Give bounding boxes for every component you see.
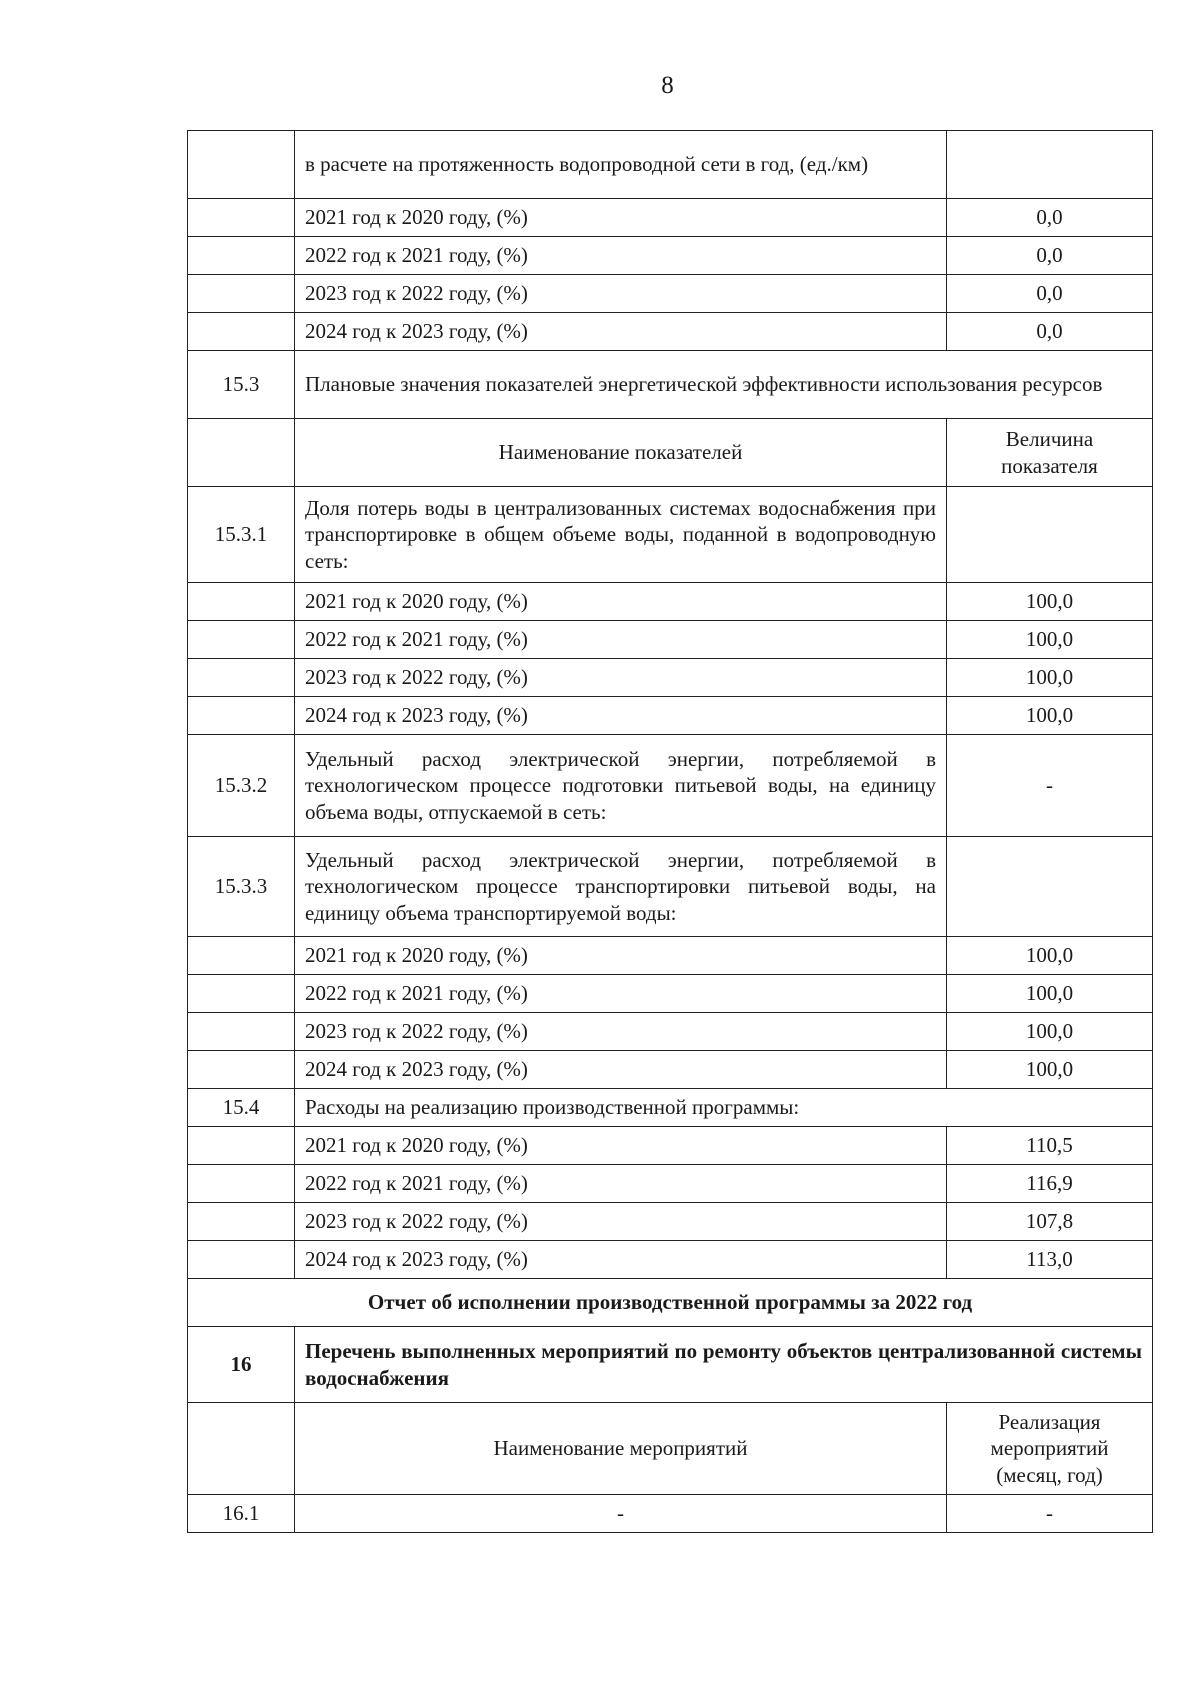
column-header-value: Реализация мероприятий (месяц, год) xyxy=(947,1403,1153,1495)
row-number: 16.1 xyxy=(188,1495,295,1533)
row-value: 116,9 xyxy=(947,1165,1153,1203)
row-label: в расчете на протяженность водопроводной сети в год, (ед./км) xyxy=(295,131,947,199)
row-value: 113,0 xyxy=(947,1241,1153,1279)
table-row xyxy=(188,1327,1153,1403)
table-row xyxy=(188,583,1153,621)
row-value: 100,0 xyxy=(947,1051,1153,1089)
row-label: 2023 год к 2022 году, (%) xyxy=(295,1203,947,1241)
row-label: Удельный расход электрической энергии, потребляемой в технологическом процессе подготовки питьевой воды, на единицу объема воды, отпускаемой в сеть: xyxy=(295,735,947,837)
table-row xyxy=(188,837,1153,937)
table-row xyxy=(188,735,1153,837)
row-value: 0,0 xyxy=(947,199,1153,237)
row-number xyxy=(188,313,295,351)
row-number: 16 xyxy=(188,1327,295,1403)
column-header-name: Наименование мероприятий xyxy=(295,1403,947,1495)
row-value: 110,5 xyxy=(947,1127,1153,1165)
report-section-title: Отчет об исполнении производственной программы за 2022 год xyxy=(188,1279,1153,1327)
row-label: - xyxy=(295,1495,947,1533)
row-value xyxy=(947,487,1153,583)
row-number xyxy=(188,1203,295,1241)
row-number xyxy=(188,419,295,487)
row-number: 15.3 xyxy=(188,351,295,419)
table-row xyxy=(188,131,1153,199)
row-label: 2023 год к 2022 году, (%) xyxy=(295,275,947,313)
row-label: 2021 год к 2020 году, (%) xyxy=(295,199,947,237)
section-heading: Плановые значения показателей энергетической эффективности использования ресурсов xyxy=(295,351,1153,419)
row-label: Доля потерь воды в централизованных системах водоснабжения при транспортировке в общем объеме воды, поданной в водопроводную сеть: xyxy=(295,487,947,583)
row-label: 2024 год к 2023 году, (%) xyxy=(295,1051,947,1089)
table-row xyxy=(188,1013,1153,1051)
row-number xyxy=(188,659,295,697)
row-number xyxy=(188,937,295,975)
row-label: 2024 год к 2023 году, (%) xyxy=(295,1241,947,1279)
row-value xyxy=(947,837,1153,937)
page-number: 8 xyxy=(661,72,674,99)
row-number xyxy=(188,131,295,199)
row-value xyxy=(947,131,1153,199)
table-row xyxy=(188,419,1153,487)
row-label: 2021 год к 2020 году, (%) xyxy=(295,1127,947,1165)
table-row xyxy=(188,1127,1153,1165)
table-row xyxy=(188,237,1153,275)
row-value: 100,0 xyxy=(947,583,1153,621)
row-value: 100,0 xyxy=(947,1013,1153,1051)
row-number xyxy=(188,583,295,621)
row-label: 2022 год к 2021 году, (%) xyxy=(295,621,947,659)
row-number: 15.3.2 xyxy=(188,735,295,837)
table-row xyxy=(188,275,1153,313)
row-label: 2023 год к 2022 году, (%) xyxy=(295,659,947,697)
row-label: 2022 год к 2021 году, (%) xyxy=(295,975,947,1013)
table-row xyxy=(188,975,1153,1013)
table-row xyxy=(188,1279,1153,1327)
row-label: 2024 год к 2023 году, (%) xyxy=(295,313,947,351)
row-number xyxy=(188,1241,295,1279)
row-value: 100,0 xyxy=(947,659,1153,697)
row-number xyxy=(188,1165,295,1203)
table-row xyxy=(188,659,1153,697)
row-number xyxy=(188,1403,295,1495)
row-value: - xyxy=(947,735,1153,837)
row-label: Удельный расход электрической энергии, потребляемой в технологическом процессе транспортировки питьевой воды, на единицу объема транспортируемой воды: xyxy=(295,837,947,937)
table-row xyxy=(188,199,1153,237)
row-label: 2021 год к 2020 году, (%) xyxy=(295,937,947,975)
row-value: 100,0 xyxy=(947,621,1153,659)
row-label: 2024 год к 2023 году, (%) xyxy=(295,697,947,735)
row-value: 107,8 xyxy=(947,1203,1153,1241)
row-number xyxy=(188,237,295,275)
table-row xyxy=(188,1051,1153,1089)
table-row xyxy=(188,351,1153,419)
column-header-value: Величина показателя xyxy=(947,419,1153,487)
table-row xyxy=(188,487,1153,583)
indicators-table xyxy=(187,130,1153,1533)
row-label: 2021 год к 2020 году, (%) xyxy=(295,583,947,621)
row-number xyxy=(188,199,295,237)
row-label: 2022 год к 2021 году, (%) xyxy=(295,1165,947,1203)
row-number xyxy=(188,697,295,735)
section-heading: Расходы на реализацию производственной программы: xyxy=(295,1089,1153,1127)
row-value: - xyxy=(947,1495,1153,1533)
row-value: 100,0 xyxy=(947,937,1153,975)
table-row xyxy=(188,1241,1153,1279)
row-label: 2022 год к 2021 году, (%) xyxy=(295,237,947,275)
table-row xyxy=(188,1495,1153,1533)
table-row xyxy=(188,697,1153,735)
row-value: 100,0 xyxy=(947,697,1153,735)
section-heading: Перечень выполненных мероприятий по ремонту объектов централизованной системы водоснабжения xyxy=(295,1327,1153,1403)
row-label: 2023 год к 2022 году, (%) xyxy=(295,1013,947,1051)
table-row xyxy=(188,313,1153,351)
row-number xyxy=(188,1013,295,1051)
row-number: 15.3.3 xyxy=(188,837,295,937)
row-number: 15.3.1 xyxy=(188,487,295,583)
table-row xyxy=(188,1403,1153,1495)
row-value: 0,0 xyxy=(947,275,1153,313)
table-row xyxy=(188,1089,1153,1127)
row-value: 0,0 xyxy=(947,237,1153,275)
row-value: 0,0 xyxy=(947,313,1153,351)
row-number xyxy=(188,275,295,313)
row-number: 15.4 xyxy=(188,1089,295,1127)
row-number xyxy=(188,975,295,1013)
row-value: 100,0 xyxy=(947,975,1153,1013)
column-header-name: Наименование показателей xyxy=(295,419,947,487)
table-row xyxy=(188,1203,1153,1241)
row-number xyxy=(188,621,295,659)
table-row xyxy=(188,937,1153,975)
row-number xyxy=(188,1127,295,1165)
row-number xyxy=(188,1051,295,1089)
table-row xyxy=(188,621,1153,659)
table-row xyxy=(188,1165,1153,1203)
